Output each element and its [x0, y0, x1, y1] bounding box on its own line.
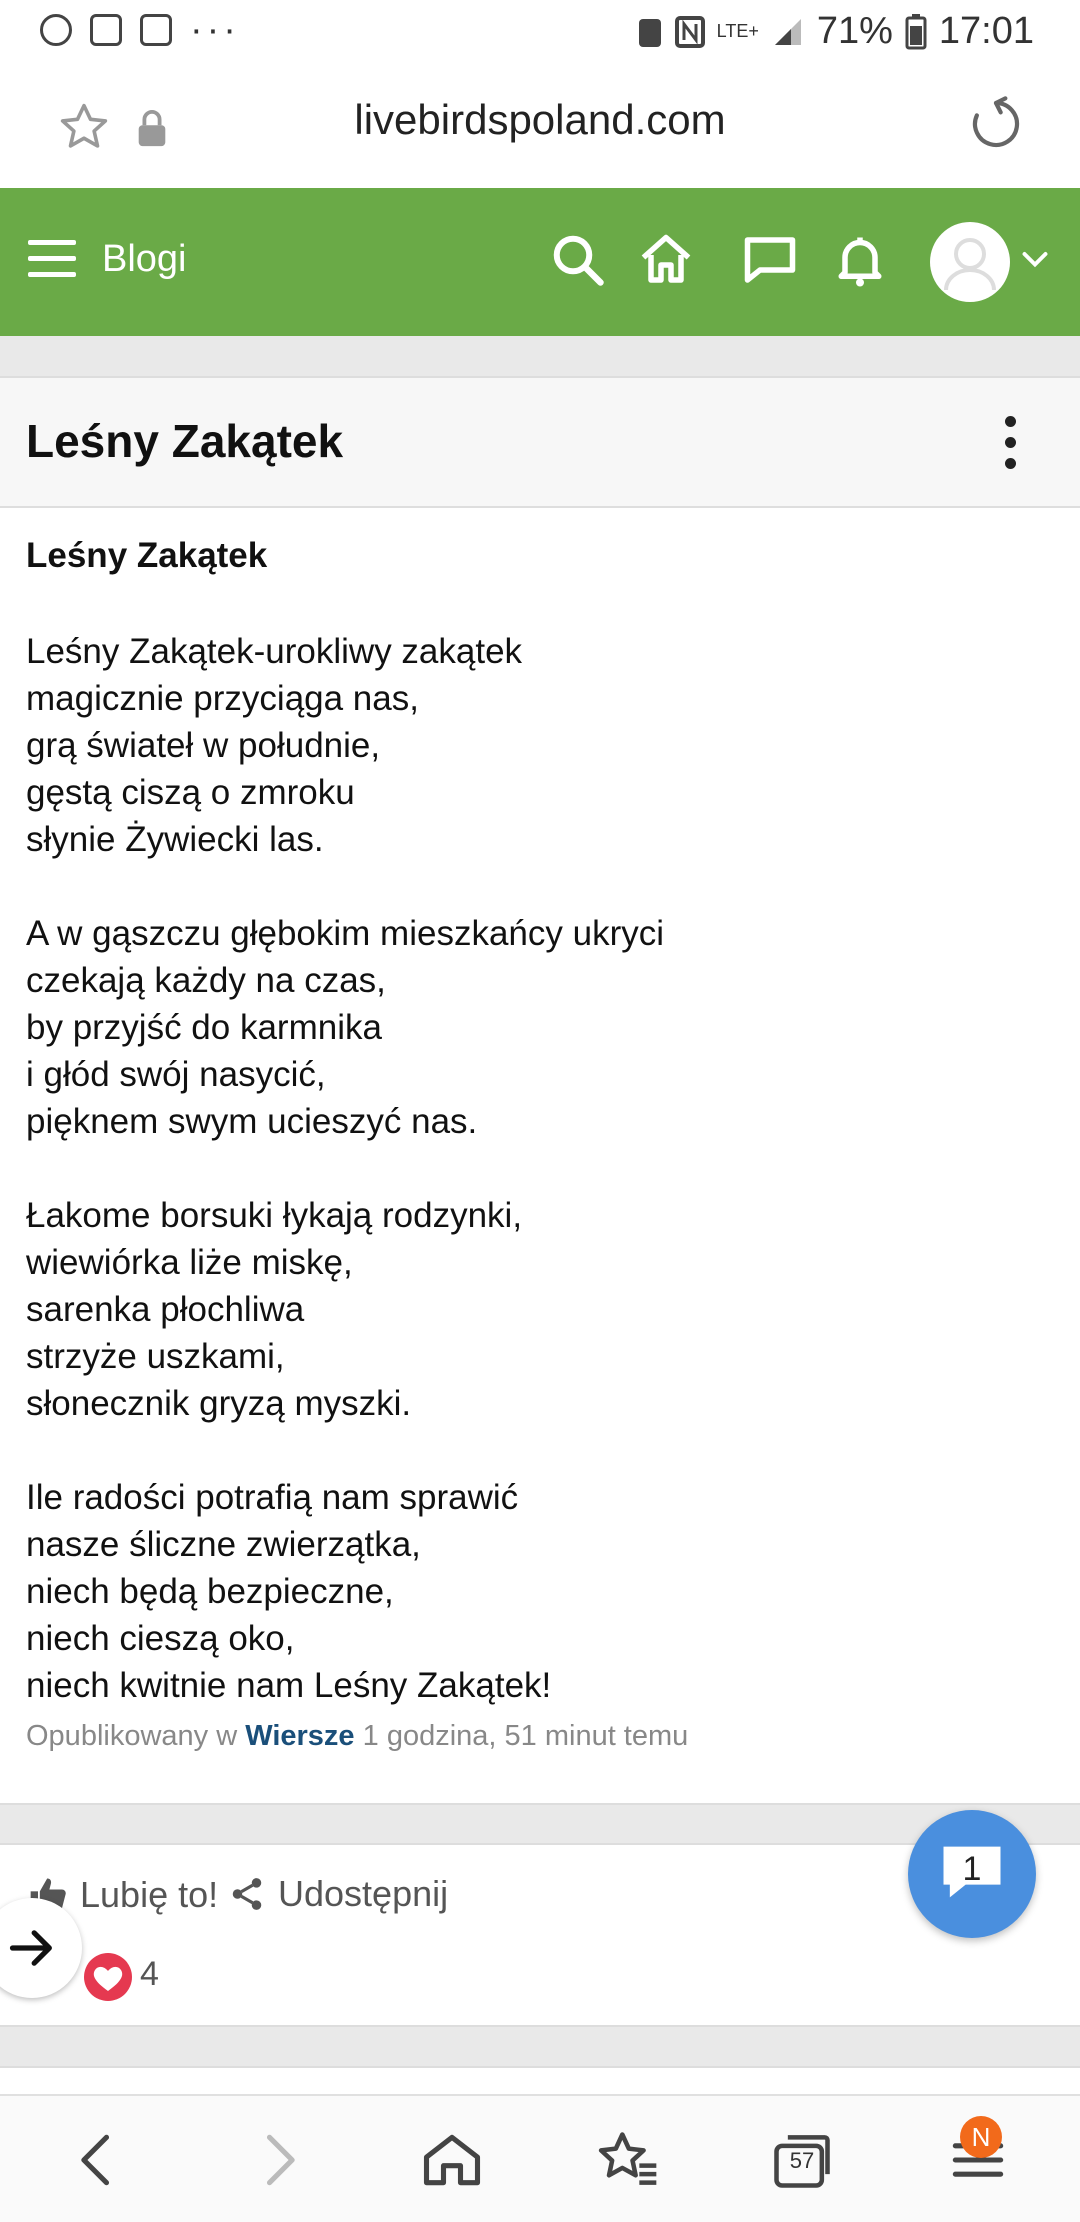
- like-label: Lubię to!: [80, 1874, 219, 1915]
- reactions-count[interactable]: 4: [140, 1955, 159, 1993]
- nfc-icon: [675, 15, 705, 49]
- poem-line: nasze śliczne zwierzątka,: [26, 1525, 421, 1564]
- hamburger-menu-icon[interactable]: [28, 240, 76, 280]
- post-card: [0, 376, 1080, 1805]
- poem-line: gęstą ciszą o zmroku: [26, 773, 355, 812]
- site-header: [0, 188, 1080, 336]
- stanza: [26, 910, 1026, 1145]
- poem-line: słynie Żywiecki las.: [26, 820, 324, 859]
- user-avatar-icon: [930, 222, 1010, 302]
- clock: 17:01: [938, 10, 1034, 52]
- poem-line: Łakome borsuki łykają rodzynki,: [26, 1196, 523, 1235]
- poem-line: Leśny Zakątek-urokliwy zakątek: [26, 632, 523, 671]
- home-icon[interactable]: [636, 230, 696, 290]
- status-right: [637, 10, 1034, 53]
- browser-bottom-nav: [0, 2094, 1080, 2222]
- post-card-header: [0, 378, 1080, 508]
- poem-line: magicznie przyciąga nas,: [26, 679, 419, 718]
- poem-line: grą świateł w południe,: [26, 726, 381, 765]
- stanza: [26, 628, 1026, 863]
- love-reaction-icon[interactable]: [84, 1953, 132, 2001]
- browser-url-bar: [0, 66, 1080, 188]
- poem-line: A w gąszczu głębokim mieszkańcy ukryci: [26, 914, 664, 953]
- back-icon[interactable]: [64, 2126, 132, 2194]
- battery-icon: [905, 14, 927, 50]
- search-icon[interactable]: [548, 230, 608, 290]
- section-label[interactable]: Blogi: [102, 238, 187, 280]
- poem-line: by przyjść do karmnika: [26, 1008, 382, 1047]
- status-left-icons: [40, 9, 240, 51]
- poem-line: pięknem swym ucieszyć nas.: [26, 1102, 478, 1141]
- poem-line: sarenka płochliwa: [26, 1290, 305, 1329]
- battery-percent: 71%: [816, 10, 893, 52]
- reload-icon[interactable]: [968, 96, 1024, 152]
- browser-home-icon[interactable]: [418, 2126, 486, 2194]
- notifications-bell-icon[interactable]: [830, 230, 890, 290]
- signal-icon: [771, 15, 805, 49]
- poem-line: niech kwitnie nam Leśny Zakątek!: [26, 1666, 552, 1705]
- share-label: Udostępnij: [278, 1873, 449, 1914]
- poem-line: Ile radości potrafią nam sprawić: [26, 1478, 519, 1517]
- post-meta: [26, 1720, 688, 1753]
- stanza: [26, 1474, 1026, 1709]
- chevron-down-icon[interactable]: [1020, 248, 1050, 272]
- poem-line: niech będą bezpieczne,: [26, 1572, 394, 1611]
- poem-line: słonecznik gryzą myszki.: [26, 1384, 412, 1423]
- tabs-count: 57: [789, 2148, 815, 2173]
- share-icon: [228, 1875, 266, 1913]
- bookmarks-icon[interactable]: [594, 2126, 662, 2194]
- tabs-button[interactable]: [768, 2126, 836, 2194]
- stanza: [26, 1192, 1026, 1427]
- forward-icon[interactable]: [244, 2126, 312, 2194]
- status-bar: [0, 0, 1080, 66]
- more-options-icon[interactable]: [998, 416, 1022, 476]
- post-body: [26, 628, 1026, 1756]
- calendar-icon: [90, 14, 122, 46]
- arrow-right-icon: [4, 1922, 60, 1974]
- category-link[interactable]: Wiersze: [245, 1720, 355, 1752]
- poem-line: i głód swój nasycić,: [26, 1055, 326, 1094]
- poem-line: strzyże uszkami,: [26, 1337, 285, 1376]
- chat-fab-button[interactable]: [908, 1810, 1036, 1938]
- menu-badge: N: [960, 2116, 1002, 2158]
- heart-icon: [84, 1953, 132, 2001]
- recycle-icon: [637, 15, 663, 49]
- page-title: Leśny Zakątek: [26, 415, 344, 467]
- poem-line: niech cieszą oko,: [26, 1619, 295, 1658]
- post-time: 1 godzina, 51 minut temu: [362, 1720, 689, 1752]
- url-text[interactable]: livebirdspoland.com: [354, 96, 726, 143]
- poem-line: wiewiórka liże miskę,: [26, 1243, 353, 1282]
- media-play-icon: [40, 14, 72, 46]
- more-notifications-icon: ···: [190, 9, 240, 51]
- poem-line: czekają każdy na czas,: [26, 961, 386, 1000]
- share-button[interactable]: [228, 1873, 448, 1915]
- published-prefix: Opublikowany w: [26, 1720, 238, 1752]
- network-type: LTE+: [716, 21, 759, 41]
- messages-icon[interactable]: [740, 230, 800, 290]
- post-subtitle: Leśny Zakątek: [26, 536, 268, 575]
- user-avatar[interactable]: [930, 222, 1010, 302]
- calendar-icon-2: [140, 14, 172, 46]
- chat-count: 1: [962, 1850, 982, 1888]
